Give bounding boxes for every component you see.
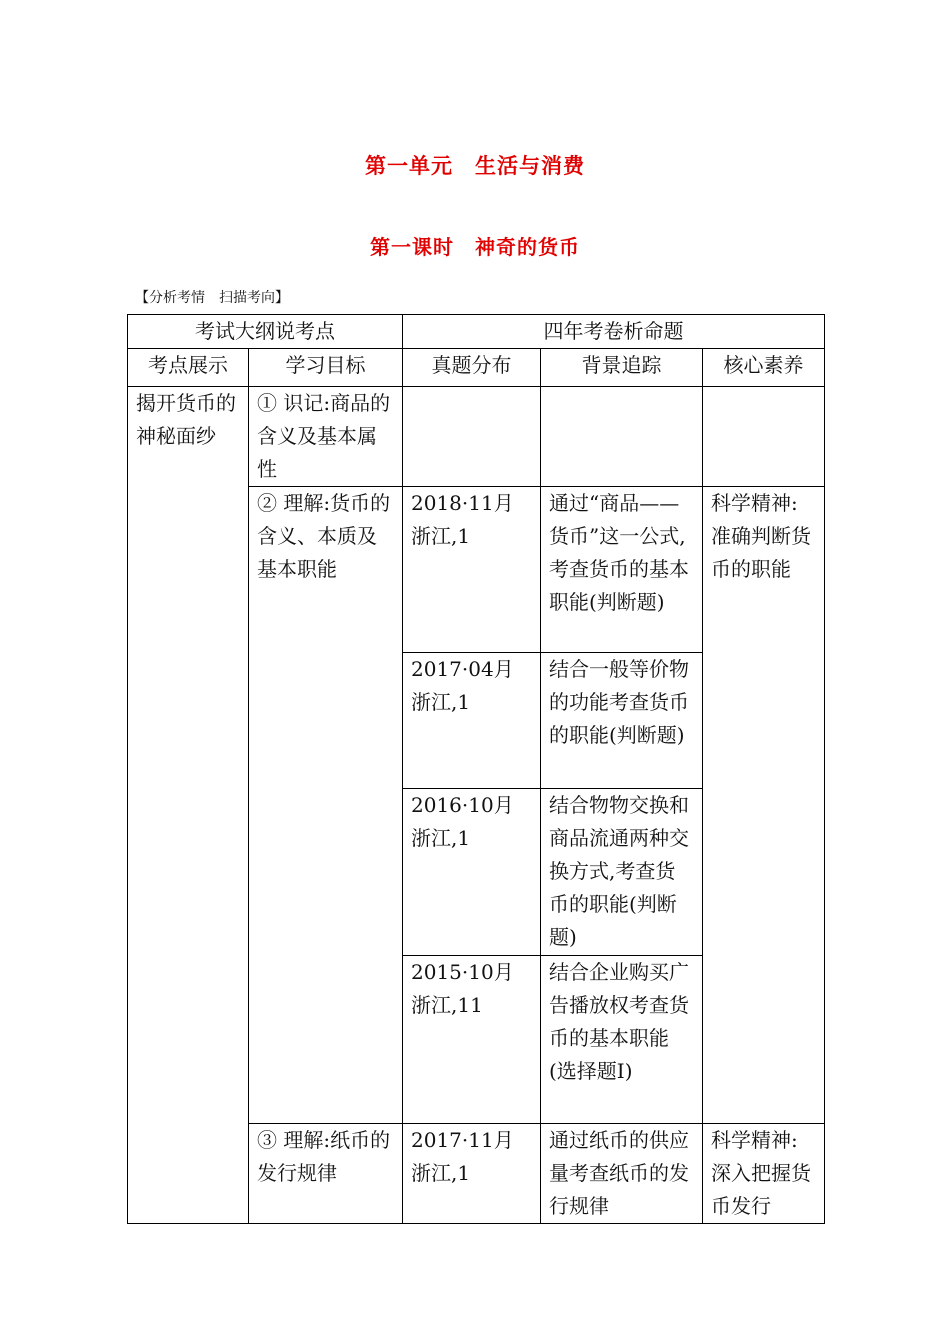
column-header-topic: 考点展示	[128, 349, 249, 387]
group-header-exams: 四年考卷析命题	[403, 315, 825, 349]
background-cell: 结合一般等价物的功能考查货币的职能(判断题)	[541, 653, 703, 789]
background-cell: 通过纸币的供应量考查纸币的发行规律	[541, 1124, 703, 1224]
lesson-title: 第一课时 神奇的货币	[370, 235, 580, 259]
background-cell: 结合物物交换和商品流通两种交换方式,考查货币的职能(判断题)	[541, 789, 703, 956]
table-row	[128, 387, 825, 487]
exam-source-cell: 2015·10月浙江,11	[403, 956, 541, 1124]
group-header-syllabus: 考试大纲说考点	[128, 315, 403, 349]
column-header-competency: 核心素养	[703, 349, 825, 387]
background-cell: 结合企业购买广告播放权考查货币的基本职能(选择题Ⅰ)	[541, 956, 703, 1124]
objective-cell: ③ 理解:纸币的发行规律	[249, 1124, 403, 1224]
topic-cell: 揭开货币的神秘面纱	[128, 387, 249, 1224]
competency-cell	[703, 387, 825, 487]
background-cell: 通过“商品——货币”这一公式,考查货币的基本职能(判断题)	[541, 487, 703, 653]
competency-cell: 科学精神:深入把握货币发行	[703, 1124, 825, 1224]
unit-title: 第一单元 生活与消费	[365, 154, 585, 178]
exam-source-cell	[403, 387, 541, 487]
column-header-objective: 学习目标	[249, 349, 403, 387]
column-header-exam-source: 真题分布	[403, 349, 541, 387]
column-header-row	[128, 349, 825, 387]
column-header-background: 背景追踪	[541, 349, 703, 387]
exam-source-cell: 2018·11月浙江,1	[403, 487, 541, 653]
competency-cell: 科学精神:准确判断货币的职能	[703, 487, 825, 1124]
section-heading: 【分析考情 扫描考向】	[135, 290, 289, 306]
objective-cell: ① 识记:商品的含义及基本属性	[249, 387, 403, 487]
exam-source-cell: 2017·11月浙江,1	[403, 1124, 541, 1224]
background-cell	[541, 387, 703, 487]
objective-cell: ② 理解:货币的含义、本质及基本职能	[249, 487, 403, 1124]
exam-analysis-table	[127, 314, 825, 1224]
exam-source-cell: 2016·10月浙江,1	[403, 789, 541, 956]
group-header-row	[128, 315, 825, 349]
exam-source-cell: 2017·04月浙江,1	[403, 653, 541, 789]
